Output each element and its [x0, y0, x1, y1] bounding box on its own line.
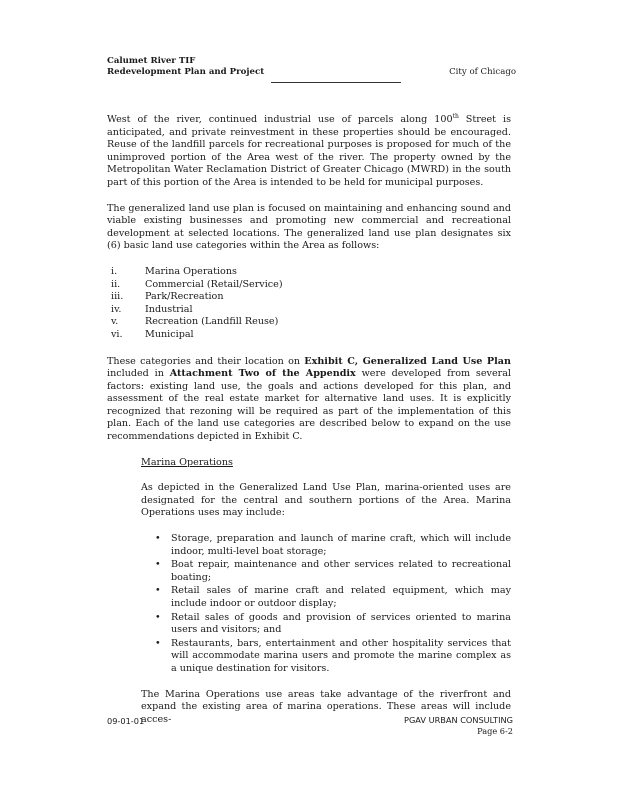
- list-item: [107, 266, 511, 279]
- header-project-title: Calumet River TIF: [107, 56, 196, 66]
- bullet-icon: •: [155, 637, 161, 649]
- paragraph-marina-intro: As depicted in the Generalized Land Use Plan, marina-oriented uses are designated for the central and southern portions of the Area. Marina Operations uses may include:: [141, 482, 511, 519]
- list-item-number: v.: [111, 316, 119, 328]
- list-item: [107, 291, 511, 304]
- list-item: [141, 612, 511, 637]
- ordinal-superscript: th: [452, 112, 459, 120]
- paragraph-categories-exhibit: [107, 356, 511, 444]
- footer-right: [404, 715, 513, 737]
- bullet-icon: •: [155, 559, 161, 571]
- list-item: [141, 533, 511, 558]
- list-item: [107, 316, 511, 329]
- appendix-reference: Attachment Two of the Appendix: [169, 368, 356, 380]
- list-item: [141, 585, 511, 610]
- list-item-number: iv.: [111, 303, 122, 315]
- bullet-icon: •: [155, 533, 161, 545]
- p3-text-a: These categories and their location on: [107, 355, 305, 367]
- list-item-label: Recreation (Landfill Reuse): [145, 316, 279, 328]
- p1-text-b: Street is anticipated, and private reinvestment in these properties should be encouraged. Reuse of the landfill parcels for recreational purposes is proposed for much of the unimproved portion of the Area west of the river. The property owned by the Metropolitan Water Reclamation District of Greater Chicago (MWRD) in the south part of this portion of the Area is intended to be held for municipal purposes.: [107, 114, 511, 188]
- list-item-text: Retail sales of marine craft and related equipment, which may include indoor or outdoor display;: [171, 585, 511, 609]
- document-body: [107, 114, 511, 739]
- list-item: [141, 638, 511, 676]
- list-item-label: Industrial: [145, 303, 193, 315]
- marina-uses-list: [141, 533, 511, 676]
- header-left: [107, 56, 264, 78]
- exhibit-reference: Exhibit C, Generalized Land Use Plan: [304, 355, 511, 367]
- list-item-number: i.: [111, 265, 118, 277]
- paragraph-land-use-plan: The generalized land use plan is focused on maintaining and enhancing sound and viable existing businesses and promoting new commercial and recreational development at selected locations. The generalized land use plan designates six (6) basic land use categories within the Area as follows:: [107, 202, 511, 252]
- footer-firm: PGAV URBAN CONSULTING: [404, 715, 513, 725]
- bullet-icon: •: [155, 585, 161, 597]
- list-item-label: Municipal: [145, 328, 194, 340]
- list-item-text: Retail sales of goods and provision of services oriented to marina users and visitors; and: [171, 611, 511, 636]
- header-plan-title: Redevelopment Plan and Project: [107, 67, 265, 77]
- land-use-category-list: [107, 266, 511, 342]
- list-item: [141, 559, 511, 584]
- list-item: [107, 304, 511, 317]
- paragraph-marina-close: The Marina Operations use areas take advantage of the riverfront and expand the existing area of marina operations. These areas will include acces-: [141, 688, 511, 725]
- p1-text-a: West of the river, continued industrial use of parcels along 100: [107, 114, 453, 125]
- list-item-label: Park/Recreation: [145, 291, 224, 303]
- header-city: City of Chicago: [449, 67, 516, 77]
- list-item-label: Marina Operations: [145, 265, 237, 277]
- list-item-number: vi.: [111, 328, 123, 340]
- p3-text-d: were developed from several factors: existing land use, the goals and actions developed for this plan, and assessment of the real estate market for alternative land uses. It is explicitly recognized that rezoning will be required as part of the implementation of this plan. Each of the land use categories are described below to expand on the use recommendations depicted in Exhibit C.: [107, 368, 512, 443]
- list-item-text: Storage, preparation and launch of marine craft, which will include indoor, multi-level boat storage;: [171, 533, 511, 557]
- section-heading: Marina Operations: [141, 456, 233, 468]
- list-item-text: Restaurants, bars, entertainment and other hospitality services that will accommodate marina users and promote the marine complex as a unique destination for visitors.: [171, 637, 511, 674]
- marina-section: [141, 457, 511, 727]
- paragraph-west-of-river: [107, 114, 511, 190]
- p3-text-c: included in: [107, 368, 170, 380]
- list-item-number: iii.: [111, 291, 124, 303]
- header-rule: [271, 82, 401, 83]
- list-item: [107, 279, 511, 292]
- list-item-number: ii.: [111, 278, 121, 290]
- list-item-label: Commercial (Retail/Service): [145, 278, 283, 290]
- footer-date: 09-01-01: [107, 716, 145, 726]
- page-number: Page 6-2: [477, 726, 513, 736]
- list-item: [107, 329, 511, 342]
- bullet-icon: •: [155, 611, 161, 623]
- list-item-text: Boat repair, maintenance and other services related to recreational boating;: [171, 559, 511, 583]
